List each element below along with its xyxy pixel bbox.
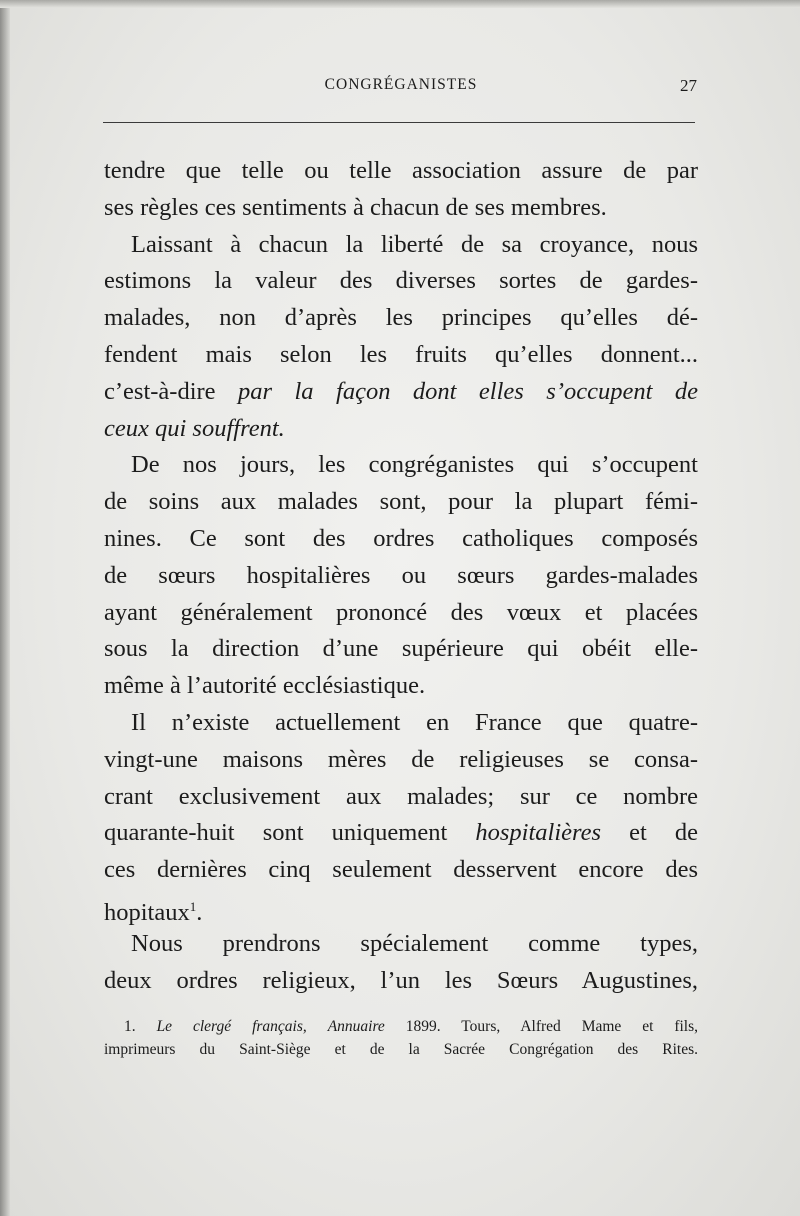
text-line: crant exclusivement aux malades; sur ce nombre bbox=[104, 782, 698, 810]
italic-text: par la façon dont elles s’occupent de bbox=[238, 377, 698, 405]
text-line: de soins aux malades sont, pour la plupart fémi- bbox=[104, 488, 698, 516]
text-line: deux ordres religieux, l’un les Sœurs Augustines, bbox=[104, 966, 698, 994]
footnote-separator: , bbox=[302, 1018, 307, 1035]
text-line: estimons la valeur des diverses sortes de gardes- bbox=[104, 267, 698, 295]
text-line: Il n’existe actuellement en France que quatre- bbox=[131, 708, 698, 736]
footnote-line: imprimeurs du Saint-Siège et de la Sacrée Congrégation des Rites. bbox=[104, 1041, 698, 1058]
text-line: ces dernières cinq seulement desservent encore des bbox=[104, 856, 698, 884]
text-line: malades, non d’après les principes qu’elles dé- bbox=[104, 304, 698, 332]
text-line: Laissant à chacun la liberté de sa croyance, nous bbox=[131, 230, 698, 258]
footnote-annuaire: Annuaire bbox=[327, 1018, 385, 1035]
footnote-title: Le clergé français bbox=[156, 1018, 303, 1035]
text-line: de sœurs hospitalières ou sœurs gardes-malades bbox=[104, 561, 698, 589]
page-edge-shadow bbox=[0, 0, 10, 1216]
page-top-shadow bbox=[0, 0, 800, 8]
text-line: fendent mais selon les fruits qu’elles donnent... bbox=[104, 340, 698, 368]
header-rule bbox=[103, 122, 695, 123]
page-number: 27 bbox=[680, 76, 697, 95]
text-line bbox=[104, 374, 698, 411]
text-line: tendre que telle ou telle association assure de par bbox=[104, 157, 698, 184]
footnote-line bbox=[104, 1015, 698, 1038]
text-line: Nous prendrons spécialement comme types, bbox=[131, 929, 698, 957]
text-run: quarante-huit sont uniquement bbox=[104, 819, 448, 847]
text-run: hopitaux bbox=[104, 898, 190, 926]
footnote-reference[interactable]: 1 bbox=[189, 898, 197, 914]
text-line: nines. Ce sont des ordres catholiques composés bbox=[104, 524, 698, 552]
running-head bbox=[105, 76, 697, 100]
text-line bbox=[104, 889, 698, 926]
text-run: et de bbox=[629, 819, 698, 847]
italic-text: hospitalières bbox=[475, 819, 602, 847]
text-line bbox=[104, 815, 698, 852]
text-line: même à l’autorité ecclésiastique. bbox=[104, 672, 426, 700]
footnote-marker: 1. bbox=[124, 1018, 136, 1035]
footnote-text: 1899. Tours, Alfred Mame et fils, bbox=[405, 1018, 699, 1035]
text-line: ayant généralement prononcé des vœux et placées bbox=[104, 598, 698, 626]
body-text bbox=[104, 153, 698, 999]
text-line: vingt-une maisons mères de religieuses se consa- bbox=[104, 745, 698, 773]
footnote bbox=[104, 1015, 698, 1061]
text-line: sous la direction d’une supérieure qui obéit elle- bbox=[104, 635, 698, 663]
text-run: c’est-à-dire bbox=[104, 377, 216, 405]
text-run: . bbox=[196, 898, 203, 926]
running-title: CONGRÉGANISTES bbox=[324, 76, 478, 93]
italic-text-line: ceux qui souffrent. bbox=[104, 414, 285, 442]
text-line: ses règles ces sentiments à chacun de ses membres. bbox=[104, 193, 607, 221]
text-line: De nos jours, les congréganistes qui s’occupent bbox=[131, 451, 698, 479]
